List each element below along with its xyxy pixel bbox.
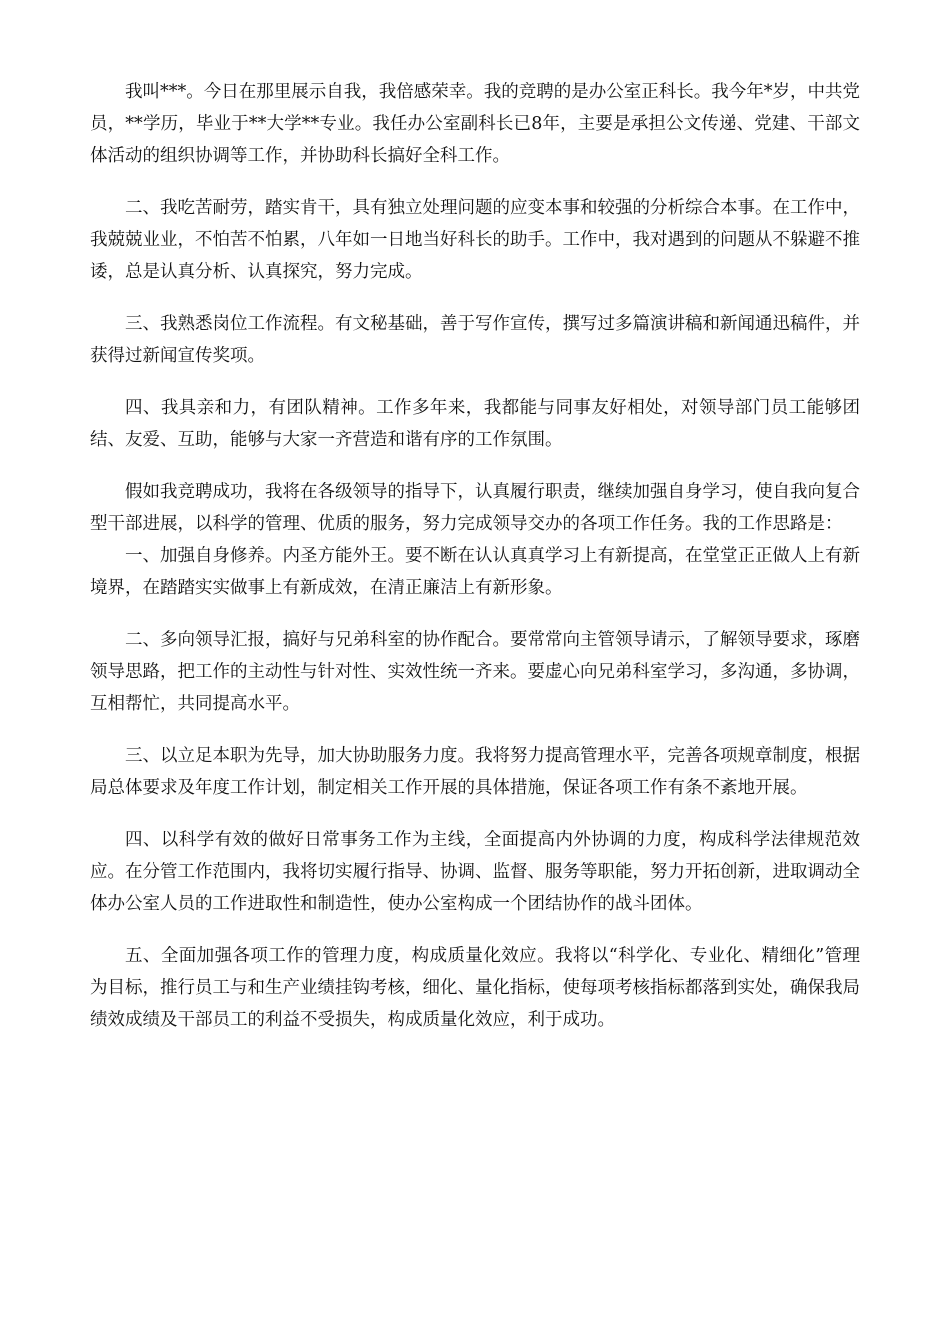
paragraph-intro: 我叫***。今日在那里展示自我，我倍感荣幸。我的竞聘的是办公室正科长。我今年*岁，中共党员，**学历，毕业于**大学**专业。我任办公室副科长已8年，主要是承担公文传递、党建、干部文体活动的组织协调等工作，并协助科长搞好全科工作。 (90, 82, 860, 166)
paragraph-plan-5: 五、全面加强各项工作的管理力度，构成质量化效应。我将以“科学化、专业化、精细化”管理为目标，推行员工与和生产业绩挂钩考核，细化、量化指标，使每项考核指标都落到实处，确保我局绩效成绩及干部员工的利益不受损失，构成质量化效应，利于成功。 (90, 946, 860, 1030)
paragraph-plan-4: 四、以科学有效的做好日常事务工作为主线，全面提高内外协调的力度，构成科学法律规范效应。在分管工作范围内，我将切实履行指导、协调、监督、服务等职能，努力开拓创新，进取调动全体办公室人员的工作进取性和制造性，使办公室构成一个团结协作的战斗团体。 (90, 830, 860, 914)
paragraph-plan-2: 二、多向领导汇报，搞好与兄弟科室的协作配合。要常常向主管领导请示，了解领导要求，琢磨领导思路，把工作的主动性与针对性、实效性统一齐来。要虚心向兄弟科室学习，多沟通，多协调，互相帮忙，共同提高水平。 (90, 630, 860, 714)
paragraph-work-plan-intro: 假如我竞聘成功，我将在各级领导的指导下，认真履行职责，继续加强自身学习，使自我向复合型干部进展，以科学的管理、优质的服务，努力完成领导交办的各项工作任务。我的工作思路是： (90, 482, 860, 534)
document-body (90, 76, 860, 1056)
paragraph-point-4: 四、我具亲和力，有团队精神。工作多年来，我都能与同事友好相处，对领导部门员工能够团结、友爱、互助，能够与大家一齐营造和谐有序的工作氛围。 (90, 398, 860, 450)
paragraph-plan-1: 一、加强自身修养。内圣方能外王。要不断在认认真真学习上有新提高，在堂堂正正做人上有新境界，在踏踏实实做事上有新成效，在清正廉洁上有新形象。 (90, 546, 860, 598)
paragraph-point-3: 三、我熟悉岗位工作流程。有文秘基础，善于写作宣传，撰写过多篇演讲稿和新闻通迅稿件，并获得过新闻宣传奖项。 (90, 314, 860, 366)
paragraph-point-2: 二、我吃苦耐劳，踏实肯干，具有独立处理问题的应变本事和较强的分析综合本事。在工作中，我兢兢业业，不怕苦不怕累，八年如一日地当好科长的助手。工作中，我对遇到的问题从不躲避不推诿，总是认真分析、认真探究，努力完成。 (90, 198, 860, 282)
paragraph-plan-3: 三、以立足本职为先导，加大协助服务力度。我将努力提高管理水平，完善各项规章制度，根据局总体要求及年度工作计划，制定相关工作开展的具体措施，保证各项工作有条不紊地开展。 (90, 746, 860, 798)
